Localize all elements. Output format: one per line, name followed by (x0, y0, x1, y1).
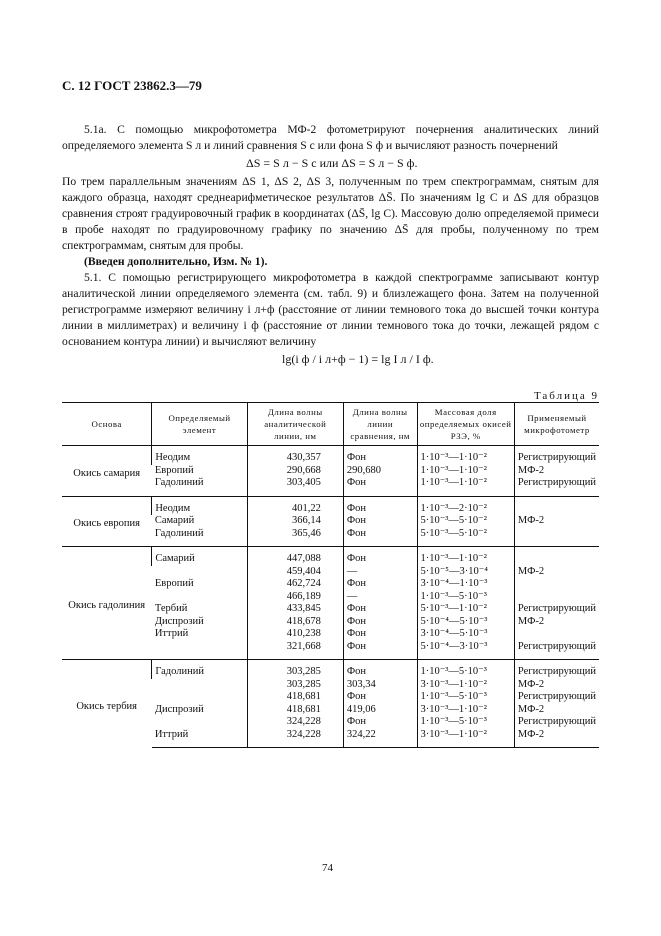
wavelength-cell: 418,678 (247, 616, 343, 629)
table-header-row (62, 403, 599, 446)
wavelength-cell: 418,681 (247, 691, 343, 704)
wavelength-cell: 459,404 (247, 566, 343, 579)
wavelength-cell: 303,285 (247, 660, 343, 679)
wavelength-cell: 466,189 (247, 591, 343, 604)
base-cell: Окись тербия (62, 660, 152, 748)
paragraph-5-1a: 5.1а. С помощью микрофотометра МФ-2 фотометрируют почернения аналитических линий определяемого элемента S л и линий сравнения S с или фона S ф и вычисляют разность почернений (62, 123, 599, 152)
base-cell: Окись гадолиния (62, 547, 152, 660)
photometer-cell: МФ-2 (514, 704, 599, 717)
reference-cell: — (343, 566, 417, 579)
photometer-cell: Регистрирующий (514, 691, 599, 704)
element-cell: Гадолиний (152, 477, 247, 496)
reference-cell: Фон (343, 446, 417, 465)
base-cell: Окись европия (62, 496, 152, 547)
reference-cell: Фон (343, 660, 417, 679)
wavelength-cell: 430,357 (247, 446, 343, 465)
page-number: 74 (322, 862, 333, 874)
reference-cell: Фон (343, 716, 417, 729)
reference-cell: Фон (343, 477, 417, 496)
element-cell: Иттрий (154, 628, 189, 639)
photometer-cell: МФ-2 (514, 465, 599, 478)
base-cell: Окись самария (62, 446, 152, 497)
formula-delta-s: ΔS = S л − S с или ΔS = S л − S ф. (246, 156, 418, 170)
reference-cell: 419,06 (343, 704, 417, 717)
element-cell: Самарий (154, 515, 195, 526)
wavelength-cell: 303,285 (247, 679, 343, 692)
reference-cell: Фон (343, 515, 417, 528)
fraction-cell: 3·10⁻³—1·10⁻² (417, 704, 514, 717)
column-header: Массовая доля определяемых окисей РЗЭ, % (417, 403, 514, 446)
column-header: Основа (62, 403, 152, 446)
photometer-cell: МФ-2 (514, 515, 599, 528)
table-row (62, 496, 599, 515)
photometer-cell: Регистрирующий (514, 641, 599, 660)
element-cell: Диспрозий (154, 703, 204, 715)
table-row (62, 660, 599, 679)
column-header: Длина волны аналитической линии, нм (247, 403, 343, 446)
reference-cell: Фон (343, 641, 417, 660)
photometer-cell: Регистрирующий (514, 477, 599, 496)
fraction-cell: 3·10⁻⁴—1·10⁻³ (417, 578, 514, 591)
photometer-cell (514, 578, 599, 591)
photometer-cell: Регистрирующий (514, 716, 599, 729)
table-9 (62, 402, 599, 748)
formula-lg: lg(i ф / i л+ф − 1) = lg I л / I ф. (282, 352, 434, 366)
element-cell (152, 566, 247, 579)
fraction-cell: 1·10⁻³—1·10⁻² (417, 446, 514, 465)
element-cell: Европий (154, 464, 194, 476)
photometer-cell (514, 547, 599, 566)
photometer-cell (514, 628, 599, 641)
table-caption: Таблица 9 (533, 390, 599, 402)
wavelength-cell: 433,845 (247, 603, 343, 616)
photometer-cell (514, 496, 599, 515)
wavelength-cell: 410,238 (247, 628, 343, 641)
page-header: С. 12 ГОСТ 23862.3—79 (62, 78, 202, 93)
reference-cell: 290,680 (343, 465, 417, 478)
fraction-cell: 1·10⁻³—5·10⁻³ (417, 660, 514, 679)
element-cell: Неодим (152, 446, 247, 465)
reference-cell: Фон (343, 691, 417, 704)
element-cell (152, 691, 247, 704)
reference-cell: Фон (343, 496, 417, 515)
column-header: Длина волны линии сравнения, нм (343, 403, 417, 446)
photometer-cell: МФ-2 (514, 566, 599, 579)
element-cell: Неодим (152, 496, 247, 515)
wavelength-cell: 447,088 (247, 547, 343, 566)
wavelength-cell: 366,14 (247, 515, 343, 528)
table-row (62, 547, 599, 566)
table-row (62, 446, 599, 465)
fraction-cell: 1·10⁻³—1·10⁻² (417, 465, 514, 478)
paragraph-5-1: 5.1. С помощью регистрирующего микрофотометра в каждой спектрограмме записывают контур аналитической линии определяемого элемента (см. табл. 9) и близлежащего фона. Затем на полученной регистрограмме измеряют величину i л+ф (расстояние от линии темнового тока до высшей точки контура линии в миллиметрах) и величину i ф (расстояние от линии темнового тока до точки, лежащей рядом с основанием контура линии) и вычисляют величину (62, 271, 599, 348)
element-cell: Гадолиний (152, 660, 247, 679)
fraction-cell: 5·10⁻³—5·10⁻² (417, 515, 514, 528)
element-cell: Европий (154, 578, 194, 589)
wavelength-cell: 321,668 (247, 641, 343, 660)
wavelength-cell: 324,228 (247, 716, 343, 729)
photometer-cell: МФ-2 (514, 729, 599, 748)
photometer-cell: Регистрирующий (514, 660, 599, 679)
wavelength-cell: 462,724 (247, 578, 343, 591)
fraction-cell: 1·10⁻³—1·10⁻² (417, 547, 514, 566)
element-cell: Диспрозий (154, 615, 204, 627)
fraction-cell: 5·10⁻⁵—3·10⁻⁴ (417, 566, 514, 579)
reference-cell: Фон (343, 528, 417, 547)
element-cell (152, 591, 247, 604)
fraction-cell: 3·10⁻⁴—5·10⁻³ (417, 628, 514, 641)
reference-cell: Фон (343, 547, 417, 566)
reference-cell: 303,34 (343, 679, 417, 692)
fraction-cell: 5·10⁻³—5·10⁻² (417, 528, 514, 547)
fraction-cell: 5·10⁻⁴—3·10⁻³ (417, 641, 514, 660)
fraction-cell: 1·10⁻³—5·10⁻³ (417, 716, 514, 729)
column-header: Определяемый элемент (152, 403, 247, 446)
paragraph-averaging: По трем параллельным значениям ΔS 1, ΔS 2, ΔS 3, полученным по трем спектрограммам, снятым для каждого образца, находят среднеарифметическое результатов ΔS̄. По значениям lg C и ΔS для образцов сравнения строят градуировочный график в координатах (ΔS̄, lg C). Массовую долю определяемой примеси в пробе находят по градуировочному графику по значению ΔS̄ для пробы, полученному по трем спектрограммам, снятым для пробы. (62, 175, 599, 252)
fraction-cell: 1·10⁻³—1·10⁻² (417, 477, 514, 496)
photometer-cell: МФ-2 (514, 616, 599, 629)
column-header: Применяемый микрофотометр (514, 403, 599, 446)
fraction-cell: 1·10⁻³—2·10⁻² (417, 496, 514, 515)
fraction-cell: 1·10⁻³—5·10⁻³ (417, 691, 514, 704)
element-cell: Тербий (154, 603, 188, 614)
wavelength-cell: 365,46 (247, 528, 343, 547)
reference-cell: Фон (343, 603, 417, 616)
reference-cell: Фон (343, 616, 417, 629)
wavelength-cell: 303,405 (247, 477, 343, 496)
fraction-cell: 3·10⁻³—1·10⁻² (417, 729, 514, 748)
fraction-cell: 1·10⁻³—5·10⁻³ (417, 591, 514, 604)
reference-cell: 324,22 (343, 729, 417, 748)
element-cell (152, 716, 247, 729)
wavelength-cell: 324,228 (247, 729, 343, 748)
photometer-cell: Регистрирующий (514, 446, 599, 465)
element-cell: Самарий (152, 547, 247, 566)
fraction-cell: 3·10⁻³—1·10⁻² (417, 679, 514, 692)
photometer-cell: МФ-2 (514, 679, 599, 692)
reference-cell: Фон (343, 628, 417, 641)
element-cell (152, 641, 247, 660)
photometer-cell (514, 591, 599, 604)
wavelength-cell: 290,668 (247, 465, 343, 478)
element-cell (152, 679, 247, 692)
photometer-cell: Регистрирующий (514, 603, 599, 616)
element-cell: Гадолиний (152, 528, 247, 547)
wavelength-cell: 418,681 (247, 704, 343, 717)
amendment-note: (Введен дополнительно, Изм. № 1). (84, 255, 268, 268)
fraction-cell: 5·10⁻⁴—5·10⁻³ (417, 616, 514, 629)
reference-cell: — (343, 591, 417, 604)
photometer-cell (514, 528, 599, 547)
wavelength-cell: 401,22 (247, 496, 343, 515)
element-cell: Иттрий (152, 729, 247, 748)
reference-cell: Фон (343, 578, 417, 591)
fraction-cell: 5·10⁻³—1·10⁻² (417, 603, 514, 616)
table-body (62, 446, 599, 748)
